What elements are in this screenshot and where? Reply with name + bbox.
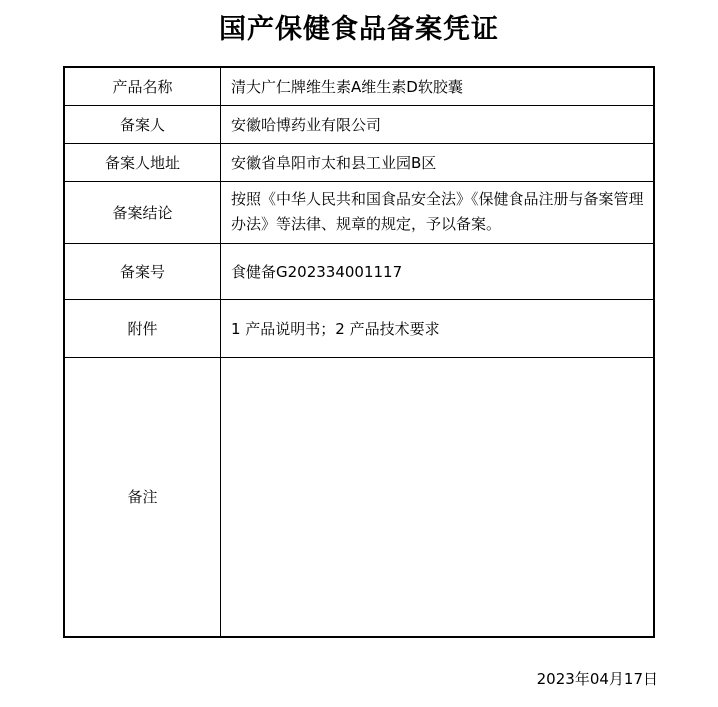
conclusion-value: 按照《中华人民共和国食品安全法》《保健食品注册与备案管理办法》等法律、规章的规定，予以备案。 [221,181,655,243]
table-row-product-name [64,67,654,105]
filing-record-table [63,66,655,638]
table-row-attachments [64,299,654,357]
document-title: 国产保健食品备案凭证 [219,14,499,45]
product-name-value: 清大广仁牌维生素A维生素D软胶囊 [221,67,655,105]
filer-address-value: 安徽省阜阳市太和县工业园B区 [221,143,655,181]
conclusion-label: 备案结论 [64,181,221,243]
table-row-filer [64,105,654,143]
attachments-value: 1 产品说明书；2 产品技术要求 [221,299,655,357]
table-row-remarks [64,357,654,637]
attachments-label: 附件 [64,299,221,357]
issue-date: 2023年04月17日 [536,670,658,688]
remarks-label: 备注 [64,357,221,637]
table-row-conclusion [64,181,654,243]
filer-address-label: 备案人地址 [64,143,221,181]
filing-number-value: 食健备G202334001117 [221,243,655,299]
filer-value: 安徽哈博药业有限公司 [221,105,655,143]
table-row-filing-number [64,243,654,299]
remarks-value [221,357,655,637]
filing-number-label: 备案号 [64,243,221,299]
table-row-filer-address [64,143,654,181]
filer-label: 备案人 [64,105,221,143]
product-name-label: 产品名称 [64,67,221,105]
